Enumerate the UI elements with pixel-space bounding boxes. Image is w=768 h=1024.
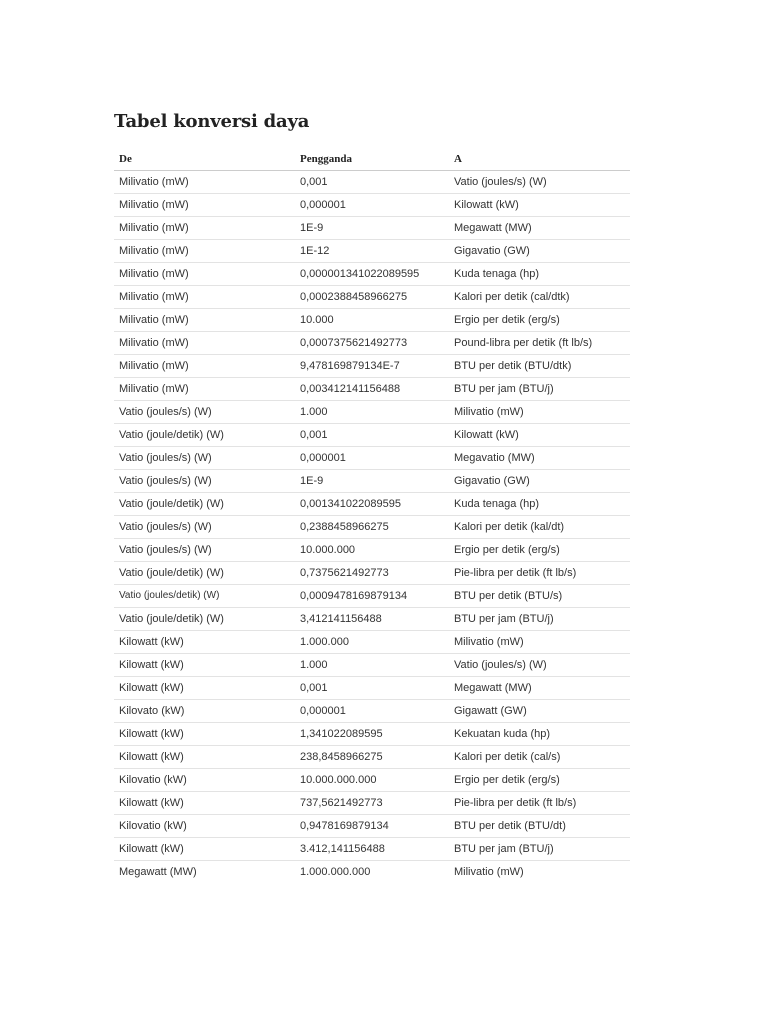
cell-to-unit: Kuda tenaga (hp)	[449, 263, 630, 286]
cell-from-unit: Milivatio (mW)	[114, 355, 295, 378]
cell-from-unit: Vatio (joules/detik) (W)	[114, 585, 295, 608]
cell-from-unit: Kilovatio (kW)	[114, 769, 295, 792]
cell-multiplier: 0,001	[295, 677, 449, 700]
table-header	[114, 148, 630, 171]
cell-to-unit: Kilowatt (kW)	[449, 424, 630, 447]
header-row	[114, 148, 630, 171]
cell-to-unit: Kalori per detik (cal/dtk)	[449, 286, 630, 309]
cell-to-unit: Gigavatio (GW)	[449, 470, 630, 493]
cell-to-unit: Milivatio (mW)	[449, 401, 630, 424]
table-row	[114, 769, 630, 792]
cell-from-unit: Milivatio (mW)	[114, 309, 295, 332]
cell-multiplier: 0,001	[295, 171, 449, 194]
table-row	[114, 171, 630, 194]
cell-multiplier: 0,2388458966275	[295, 516, 449, 539]
cell-to-unit: BTU per jam (BTU/j)	[449, 378, 630, 401]
cell-from-unit: Vatio (joule/detik) (W)	[114, 493, 295, 516]
column-header-multiplier: Pengganda	[295, 148, 449, 171]
cell-from-unit: Kilowatt (kW)	[114, 746, 295, 769]
cell-to-unit: BTU per detik (BTU/dt)	[449, 815, 630, 838]
cell-multiplier: 0,000001	[295, 194, 449, 217]
table-row	[114, 516, 630, 539]
cell-to-unit: Pie-libra per detik (ft lb/s)	[449, 562, 630, 585]
table-row	[114, 470, 630, 493]
column-header-from: De	[114, 148, 295, 171]
cell-multiplier: 1.000.000.000	[300, 866, 371, 878]
cell-to-unit: BTU per jam (BTU/j)	[449, 608, 630, 631]
conversion-table	[114, 148, 630, 883]
table-row	[114, 309, 630, 332]
table-row	[114, 677, 630, 700]
cell-to-unit: Ergio per detik (erg/s)	[449, 539, 630, 562]
cell-multiplier: 1E-12	[295, 240, 449, 263]
table-row	[114, 562, 630, 585]
table-row	[114, 263, 630, 286]
cell-from-unit: Milivatio (mW)	[114, 263, 295, 286]
cell-multiplier: 0,001341022089595	[295, 493, 449, 516]
cell-from-unit: Vatio (joules/s) (W)	[114, 401, 295, 424]
table-row	[114, 631, 630, 654]
table-row	[114, 401, 630, 424]
cell-from-unit: Milivatio (mW)	[114, 332, 295, 355]
table-row	[114, 723, 630, 746]
table-row	[114, 355, 630, 378]
cell-multiplier: 3.412,141156488	[295, 838, 449, 861]
cell-multiplier: 10.000.000	[295, 539, 449, 562]
cell-to-unit: Megawatt (MW)	[449, 217, 630, 240]
table-row	[114, 654, 630, 677]
cell-to-unit: Kekuatan kuda (hp)	[449, 723, 630, 746]
cell-multiplier: 0,000001	[295, 447, 449, 470]
table-row	[114, 700, 630, 723]
cell-multiplier: 0,000001341022089595	[295, 263, 449, 286]
page-title: Tabel konversi daya	[114, 111, 310, 132]
cell-to-unit: Vatio (joules/s) (W)	[449, 171, 630, 194]
cell-multiplier: 0,0002388458966275	[295, 286, 449, 309]
cell-to-unit: Ergio per detik (erg/s)	[449, 309, 630, 332]
column-header-to: A	[449, 148, 630, 171]
table-row	[114, 217, 630, 240]
table-row	[114, 332, 630, 355]
cell-multiplier: 0,001	[295, 424, 449, 447]
cell-to-unit: Kilowatt (kW)	[449, 194, 630, 217]
cell-to-unit: Kalori per detik (kal/dt)	[449, 516, 630, 539]
table-row	[114, 539, 630, 562]
cell-from-unit: Kilowatt (kW)	[114, 838, 295, 861]
cell-multiplier: 9,478169879134E-7	[295, 355, 449, 378]
cell-multiplier: 10.000	[295, 309, 449, 332]
cell-from-unit: Megawatt (MW)	[119, 866, 197, 878]
cell-to-unit: Milivatio (mW)	[449, 631, 630, 654]
table-body	[114, 171, 630, 884]
cell-to-unit: Gigawatt (GW)	[449, 700, 630, 723]
cell-multiplier: 1.000	[295, 654, 449, 677]
table-row	[114, 585, 630, 608]
cell-multiplier: 0,0007375621492773	[295, 332, 449, 355]
cell-to-unit: BTU per detik (BTU/dtk)	[449, 355, 630, 378]
cell-to-unit: Ergio per detik (erg/s)	[449, 769, 630, 792]
table-row	[114, 815, 630, 838]
cell-multiplier: 1.000	[295, 401, 449, 424]
cell-from-unit: Kilowatt (kW)	[114, 677, 295, 700]
cell-from-unit: Vatio (joule/detik) (W)	[114, 562, 295, 585]
cell-from-unit: Milivatio (mW)	[114, 378, 295, 401]
table-row	[114, 746, 630, 769]
cell-multiplier: 1,341022089595	[295, 723, 449, 746]
table-row	[114, 861, 630, 884]
cell-multiplier: 1E-9	[295, 470, 449, 493]
cell-multiplier: 1E-9	[295, 217, 449, 240]
cell-from-unit: Milivatio (mW)	[114, 240, 295, 263]
cell-from-unit: Kilowatt (kW)	[114, 631, 295, 654]
cell-multiplier: 0,9478169879134	[295, 815, 449, 838]
cell-to-unit: Gigavatio (GW)	[449, 240, 630, 263]
cell-from-unit: Vatio (joules/s) (W)	[114, 447, 295, 470]
cell-from-unit: Milivatio (mW)	[114, 217, 295, 240]
document-page	[114, 108, 630, 883]
cell-to-unit: Megavatio (MW)	[449, 447, 630, 470]
cell-to-unit: BTU per jam (BTU/j)	[449, 838, 630, 861]
cell-from-unit: Kilowatt (kW)	[114, 654, 295, 677]
cell-multiplier: 0,003412141156488	[295, 378, 449, 401]
cell-to-unit: BTU per detik (BTU/s)	[449, 585, 630, 608]
cell-to-unit: Pie-libra per detik (ft lb/s)	[449, 792, 630, 815]
table-row	[114, 378, 630, 401]
table-row	[114, 424, 630, 447]
cell-from-unit: Vatio (joule/detik) (W)	[114, 608, 295, 631]
cell-from-unit: Kilowatt (kW)	[114, 723, 295, 746]
cell-from-unit: Milivatio (mW)	[114, 286, 295, 309]
table-row	[114, 493, 630, 516]
cell-to-unit: Kuda tenaga (hp)	[449, 493, 630, 516]
table-row	[114, 608, 630, 631]
cell-multiplier: 0,0009478169879134	[295, 585, 449, 608]
table-row	[114, 792, 630, 815]
cell-to-unit: Vatio (joules/s) (W)	[449, 654, 630, 677]
table-row	[114, 240, 630, 263]
cell-multiplier: 1.000.000	[295, 631, 449, 654]
cell-from-unit: Kilovato (kW)	[114, 700, 295, 723]
cell-to-unit: Kalori per detik (cal/s)	[449, 746, 630, 769]
cell-from-unit: Vatio (joules/s) (W)	[114, 516, 295, 539]
table-row	[114, 447, 630, 470]
cell-from-unit: Kilovatio (kW)	[114, 815, 295, 838]
cell-multiplier: 10.000.000.000	[295, 769, 449, 792]
cell-from-unit: Vatio (joules/s) (W)	[114, 539, 295, 562]
cell-multiplier: 0,7375621492773	[295, 562, 449, 585]
cell-from-unit: Kilowatt (kW)	[114, 792, 295, 815]
cell-from-unit: Vatio (joule/detik) (W)	[114, 424, 295, 447]
cell-multiplier: 0,000001	[295, 700, 449, 723]
cell-to-unit: Milivatio (mW)	[454, 866, 524, 878]
cell-from-unit: Milivatio (mW)	[114, 194, 295, 217]
cell-to-unit: Pound-libra per detik (ft lb/s)	[449, 332, 630, 355]
cell-multiplier: 737,5621492773	[295, 792, 449, 815]
table-row	[114, 286, 630, 309]
cell-multiplier: 238,8458966275	[295, 746, 449, 769]
cell-from-unit: Vatio (joules/s) (W)	[114, 470, 295, 493]
cell-from-unit: Milivatio (mW)	[114, 171, 295, 194]
table-row	[114, 194, 630, 217]
table-row	[114, 838, 630, 861]
cell-to-unit: Megawatt (MW)	[449, 677, 630, 700]
cell-multiplier: 3,412141156488	[295, 608, 449, 631]
